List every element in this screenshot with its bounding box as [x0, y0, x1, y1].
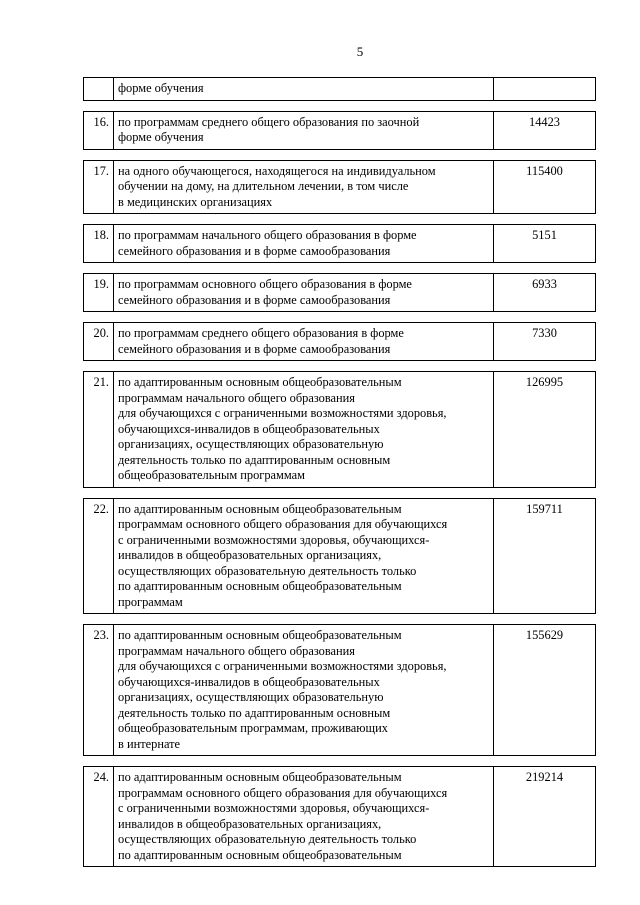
row-number: 19. — [84, 274, 114, 312]
row-value: 219214 — [494, 767, 596, 867]
table-row — [84, 767, 596, 867]
row-description: по программам среднего общего образования по заочной форме обучения — [114, 111, 494, 149]
row-description: по адаптированным основным общеобразовательным программам основного общего образования для обучающихся с ограниченными возможностями здоровья, обучающихся- инвалидов в общеобразовательных организациях, осуществляющих образовательную деятельность только по адаптированным основным общеобразовательным — [114, 767, 494, 867]
row-number: 17. — [84, 160, 114, 214]
row-value: 5151 — [494, 225, 596, 263]
table-row — [84, 323, 596, 361]
table-row — [84, 160, 596, 214]
row-value: 6933 — [494, 274, 596, 312]
table-row — [84, 111, 596, 149]
row-description: по программам среднего общего образования в форме семейного образования и в форме самообразования — [114, 323, 494, 361]
row-description: по адаптированным основным общеобразовательным программам основного общего образования для обучающихся с ограниченными возможностями здоровья, обучающихся- инвалидов в общеобразовательных организациях, осуществляющих образовательную деятельность только по адаптированным основным общеобразовательным программам — [114, 498, 494, 614]
row-description: на одного обучающегося, находящегося на индивидуальном обучении на дому, на длительном лечении, в том числе в медицинских организациях — [114, 160, 494, 214]
table-row — [84, 498, 596, 614]
row-description: по адаптированным основным общеобразовательным программам начального общего образования для обучающихся с ограниченными возможностями здоровья, обучающихся-инвалидов в общеобразовательных организациях, осуществляющих образовательную деятельность только по адаптированным основным общеобразовательным программам, проживающих в интернате — [114, 625, 494, 756]
table-row — [84, 372, 596, 488]
row-number: 21. — [84, 372, 114, 488]
row-value: 159711 — [494, 498, 596, 614]
table-row — [84, 274, 596, 312]
row-number: 20. — [84, 323, 114, 361]
row-value: 115400 — [494, 160, 596, 214]
row-description: по адаптированным основным общеобразовательным программам начального общего образования для обучающихся с ограниченными возможностями здоровья, обучающихся-инвалидов в общеобразовательных организациях, осуществляющих образовательную деятельность только по адаптированным основным общеобразовательным программам — [114, 372, 494, 488]
row-number: 22. — [84, 498, 114, 614]
row-number: 18. — [84, 225, 114, 263]
funding-table — [83, 77, 596, 867]
row-value: 126995 — [494, 372, 596, 488]
row-value: 155629 — [494, 625, 596, 756]
table-row — [84, 78, 596, 101]
page-number: 5 — [356, 44, 364, 59]
row-value — [494, 78, 596, 101]
row-description: по программам основного общего образования в форме семейного образования и в форме самообразования — [114, 274, 494, 312]
row-description: форме обучения — [114, 78, 494, 101]
row-value: 14423 — [494, 111, 596, 149]
row-description: по программам начального общего образования в форме семейного образования и в форме самообразования — [114, 225, 494, 263]
table-row — [84, 225, 596, 263]
row-number — [84, 78, 114, 101]
row-value: 7330 — [494, 323, 596, 361]
table-row — [84, 625, 596, 756]
row-number: 16. — [84, 111, 114, 149]
row-number: 23. — [84, 625, 114, 756]
row-number: 24. — [84, 767, 114, 867]
